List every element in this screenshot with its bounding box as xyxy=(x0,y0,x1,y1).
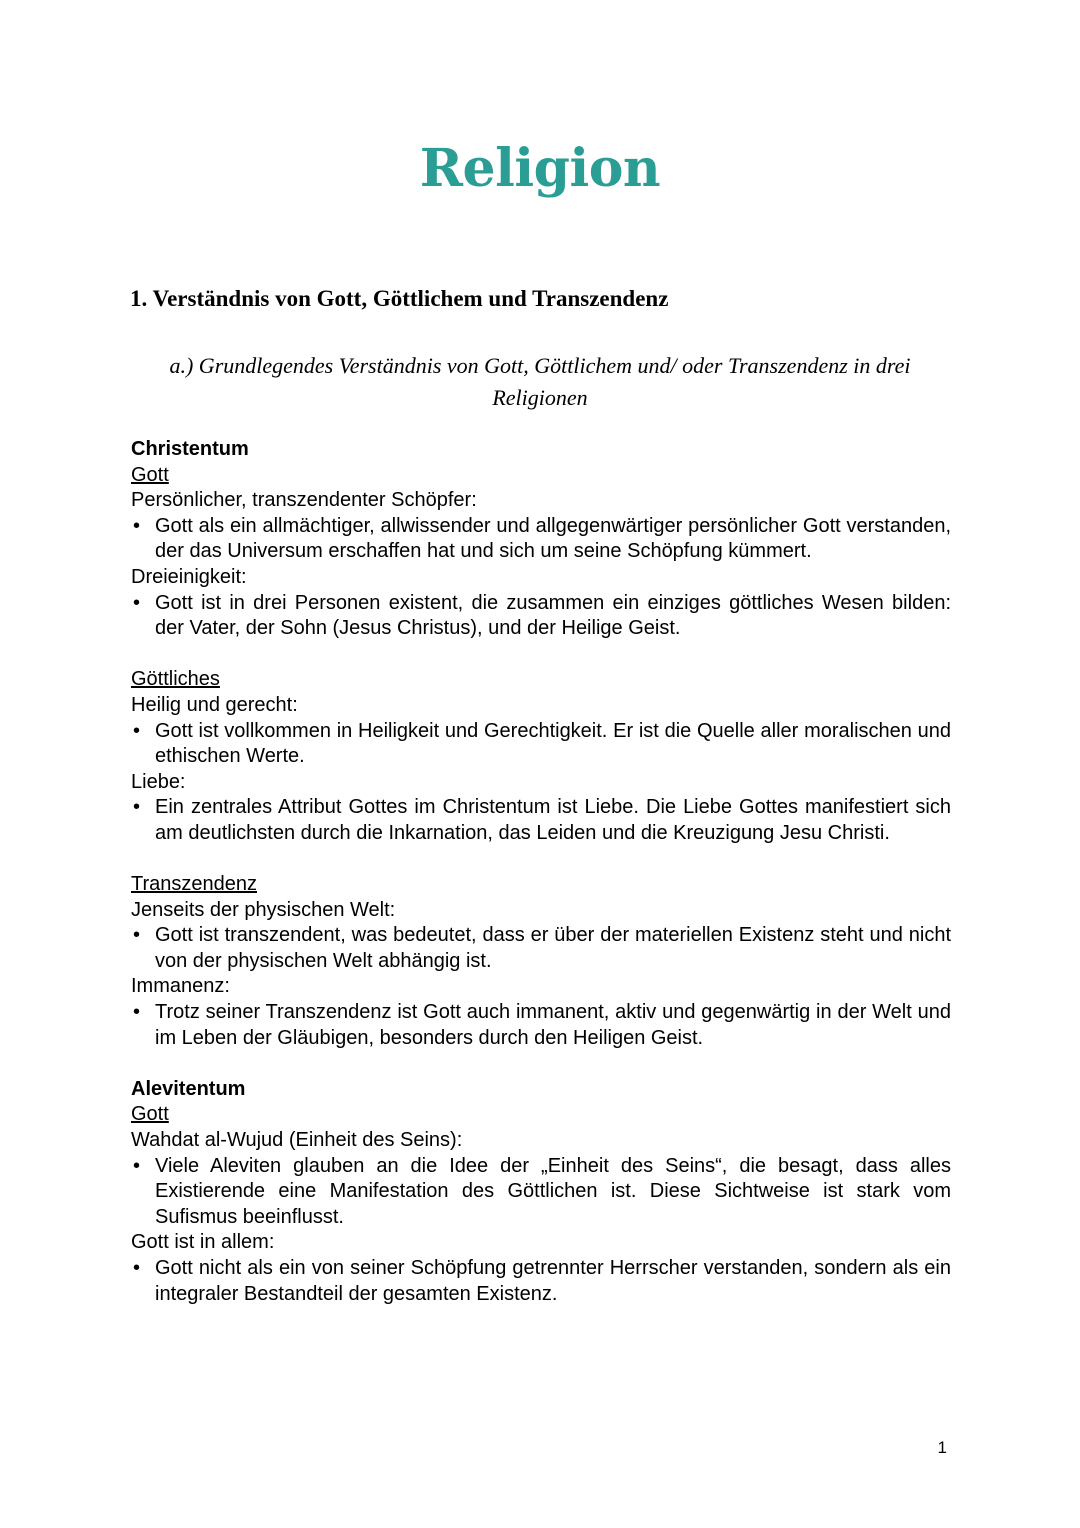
bullet-icon: • xyxy=(133,719,141,742)
page-number: 1 xyxy=(937,1438,947,1457)
spacer xyxy=(131,642,951,668)
topic-heading-gott: Gott xyxy=(131,463,169,486)
bullet-icon: • xyxy=(133,514,141,537)
term-label: Persönlicher, transzendenter Schöpfer: xyxy=(131,489,477,512)
religion-heading-alevitentum: Alevitentum xyxy=(131,1077,246,1100)
section-subheading: a.) Grundlegendes Verständnis von Gott, Göttlichem und/ oder Transzendenz in drei Religionen xyxy=(169,353,911,410)
bullet-list xyxy=(131,923,951,974)
section-heading: 1. Verständnis von Gott, Göttlichem und Transzendenz xyxy=(130,286,669,311)
bullet-list xyxy=(131,719,951,770)
bullet-text: Viele Aleviten glauben an die Idee der „Einheit des Seins“, die besagt, dass alles Existierende eine Manifestation des Göttlichen ist. Diese Sichtweise ist stark vom Sufismus beeinflusst. xyxy=(155,1154,951,1228)
term-label: Liebe: xyxy=(131,770,186,793)
bullet-item xyxy=(131,1154,951,1231)
bullet-list xyxy=(131,514,951,565)
term-label: Jenseits der physischen Welt: xyxy=(131,898,396,921)
body-content xyxy=(131,437,951,1307)
bullet-item xyxy=(131,1256,951,1307)
bullet-text: Ein zentrales Attribut Gottes im Christentum ist Liebe. Die Liebe Gottes manifestiert sich am deutlichsten durch die Inkarnation, das Leiden und die Kreuzigung Jesu Christi. xyxy=(155,796,951,844)
bullet-list xyxy=(131,1154,951,1231)
bullet-icon: • xyxy=(133,591,141,614)
spacer xyxy=(131,1051,951,1077)
bullet-text: Gott nicht als ein von seiner Schöpfung getrennter Herrscher verstanden, sondern als ein integraler Bestandteil der gesamten Existenz. xyxy=(155,1257,951,1305)
bullet-item xyxy=(131,591,951,642)
bullet-list xyxy=(131,795,951,846)
bullet-text: Gott ist transzendent, was bedeutet, dass er über der materiellen Existenz steht und nicht von der physischen Welt abhängig ist. xyxy=(155,924,951,972)
bullet-text: Gott als ein allmächtiger, allwissender und allgegenwärtiger persönlicher Gott verstanden, der das Universum erschaffen hat und sich um seine Schöpfung kümmert. xyxy=(155,514,951,563)
bullet-icon: • xyxy=(133,1001,141,1024)
term-label: Gott ist in allem: xyxy=(131,1231,275,1254)
term-label: Dreieinigkeit: xyxy=(131,565,247,588)
page-title: Religion xyxy=(419,138,661,199)
term-label: Wahdat al-Wujud (Einheit des Seins): xyxy=(131,1129,463,1152)
topic-heading-goettliches: Göttliches xyxy=(131,668,220,691)
bullet-item xyxy=(131,923,951,974)
topic-heading-gott: Gott xyxy=(131,1103,169,1126)
bullet-text: Trotz seiner Transzendenz ist Gott auch immanent, aktiv und gegenwärtig in der Welt und im Leben der Gläubigen, besonders durch den Heiligen Geist. xyxy=(155,1001,951,1049)
bullet-item xyxy=(131,719,951,770)
bullet-list xyxy=(131,591,951,642)
term-label: Immanenz: xyxy=(131,975,230,998)
bullet-icon: • xyxy=(133,924,141,947)
bullet-list xyxy=(131,1000,951,1051)
bullet-list xyxy=(131,1256,951,1307)
spacer xyxy=(131,847,951,873)
topic-heading-transzendenz: Transzendenz xyxy=(131,873,257,896)
bullet-item xyxy=(131,795,951,846)
religion-heading-christentum: Christentum xyxy=(131,438,249,460)
bullet-text: Gott ist in drei Personen existent, die zusammen ein einziges göttliches Wesen bilden: der Vater, der Sohn (Jesus Christus), und der Heilige Geist. xyxy=(155,591,951,640)
bullet-item xyxy=(131,514,951,565)
bullet-icon: • xyxy=(133,796,141,819)
term-label: Heilig und gerecht: xyxy=(131,693,298,716)
bullet-icon: • xyxy=(133,1154,141,1177)
bullet-text: Gott ist vollkommen in Heiligkeit und Gerechtigkeit. Er ist die Quelle aller moralischen und ethischen Werte. xyxy=(155,719,951,768)
bullet-icon: • xyxy=(133,1257,141,1279)
bullet-item xyxy=(131,1000,951,1051)
